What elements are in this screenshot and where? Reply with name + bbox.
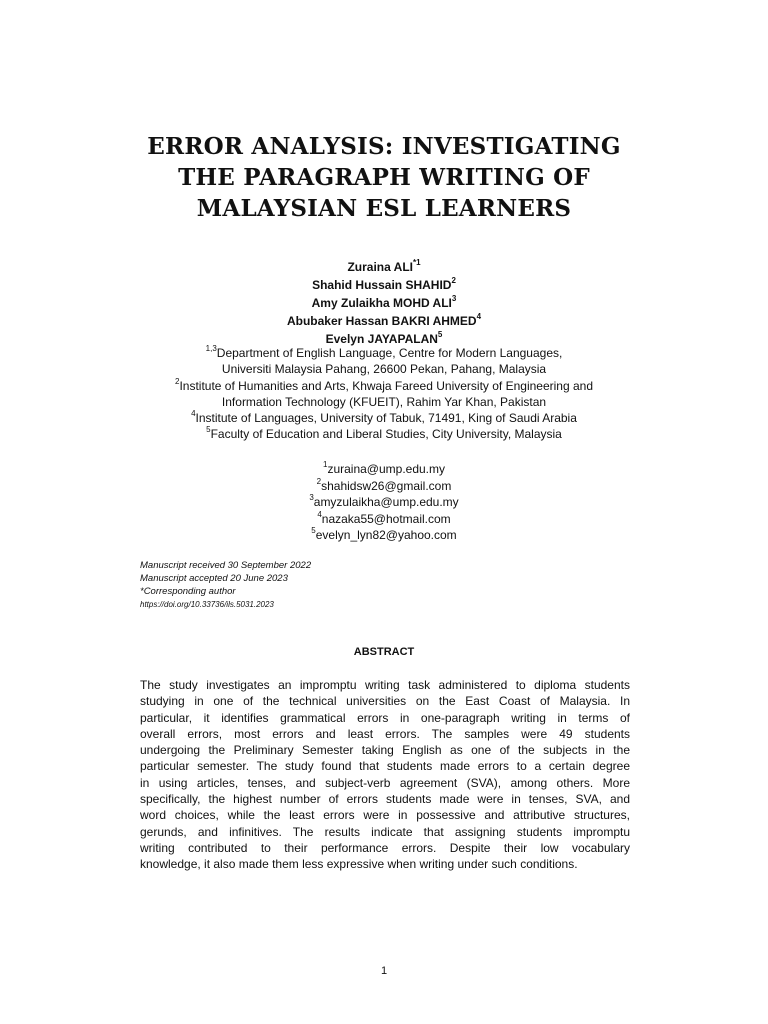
abstract-line: undergoing the Preliminary Semester taking English as one of the subjects in the <box>140 743 630 758</box>
accepted-date: Manuscript accepted 20 June 2023 <box>140 573 288 584</box>
email-address[interactable]: nazaka55@hotmail.com <box>321 511 451 526</box>
title-line: ERROR ANALYSIS: INVESTIGATING <box>147 133 621 160</box>
author-sup: 2 <box>451 276 456 285</box>
email-sup: 2 <box>316 476 322 486</box>
affiliation-line <box>110 361 658 377</box>
author-name: Abubaker Hassan BAKRI AHMED <box>286 314 477 328</box>
author-sup: *1 <box>413 258 421 267</box>
abstract-line: The study investigates an impromptu writing task administered to diploma students <box>140 678 630 692</box>
email-sup: 3 <box>309 493 314 502</box>
author-sup: 4 <box>476 312 482 321</box>
abstract-line: in using articles, tenses, and subject-verb agreement (SVA), among others. More <box>140 775 630 790</box>
author <box>134 276 634 294</box>
title-line: THE PARAGRAPH WRITING OF <box>178 164 590 191</box>
author-name: Amy Zulaikha MOHD ALI <box>311 296 452 310</box>
author-name: Shahid Hussain SHAHID <box>312 278 452 292</box>
author <box>134 312 634 330</box>
email-sup: 4 <box>317 509 322 519</box>
affiliation-line <box>110 378 658 394</box>
affiliation-text: Department of English Language, Centre for Modern Languages, <box>216 346 563 360</box>
abstract-line: specifically, the highest number of errors students made were in tenses, SVA, and <box>140 792 630 807</box>
doi-link[interactable]: https://doi.org/10.33736/ils.5031.2023 <box>140 600 274 609</box>
affiliation-line <box>110 426 658 442</box>
author <box>134 294 634 312</box>
abstract-line: writing contributed to their performance errors. Despite their low vocabulary <box>140 840 630 855</box>
abstract-line: knowledge, it also made them less expressive when writing under such conditions. <box>140 857 578 872</box>
abstract-line: word choices, while the least errors were in possessive and attributive structures, <box>140 808 630 823</box>
corresponding-note: *Corresponding author <box>140 586 236 597</box>
title-line: MALAYSIAN ESL LEARNERS <box>196 195 572 222</box>
received-date: Manuscript received 30 September 2022 <box>140 560 312 571</box>
affiliation-line <box>110 345 658 361</box>
affiliation-text: Institute of Languages, University of Tabuk, 71491, King of Saudi Arabia <box>195 411 577 426</box>
email-list <box>184 461 584 544</box>
affiliation-sup: 4 <box>191 409 196 419</box>
affiliation-line <box>110 410 658 426</box>
abstract-body <box>140 677 630 873</box>
manuscript-meta <box>140 559 540 611</box>
affiliation-text: Institute of Humanities and Arts, Khwaja Fareed University of Engineering and <box>179 378 593 393</box>
author-name: Zuraina ALI <box>347 260 413 274</box>
author-sup: 3 <box>451 294 457 303</box>
author-name: Evelyn JAYAPALAN <box>325 332 438 346</box>
email-line <box>184 461 584 478</box>
email-line <box>184 511 584 528</box>
email-line <box>184 494 584 511</box>
author <box>134 258 634 276</box>
abstract-line: overall errors, most errors and least errors. The samples were 49 students <box>140 726 630 741</box>
email-line <box>184 478 584 495</box>
email-address[interactable]: shahidsw26@gmail.com <box>321 478 452 493</box>
affiliation-text: Information Technology (KFUEIT), Rahim Yar Khan, Pakistan <box>221 394 547 409</box>
affiliation-text: Universiti Malaysia Pahang, 26600 Pekan, Pahang, Malaysia <box>221 362 547 377</box>
abstract-line: gerunds, and infinitives. The results indicate that assigning students impromptu <box>140 824 630 839</box>
email-sup: 5 <box>311 526 316 535</box>
paper-title <box>100 131 668 224</box>
author-list <box>134 258 634 348</box>
affiliation-list <box>110 345 658 443</box>
email-address[interactable]: zuraina@ump.edu.my <box>327 462 446 476</box>
abstract-line: particular, it identifies grammatical errors in one-paragraph writing in terms of <box>140 710 630 725</box>
abstract-line: studying in one of the technical universities on the East Coast of Malaysia. In <box>140 694 630 709</box>
author-sup: 5 <box>437 330 443 339</box>
affiliation-sup: 1,3 <box>205 344 217 353</box>
abstract-line: particular semester. The study found that students made errors to a certain degree <box>140 759 630 774</box>
affiliation-sup: 5 <box>206 425 211 435</box>
email-address[interactable]: amyzulaikha@ump.edu.my <box>313 495 459 509</box>
abstract-heading: ABSTRACT <box>353 646 415 658</box>
page-number: 1 <box>380 965 388 977</box>
email-sup: 1 <box>322 460 328 469</box>
affiliation-sup: 2 <box>174 376 180 386</box>
affiliation-text: Faculty of Education and Liberal Studies, City University, Malaysia <box>210 427 562 442</box>
email-line <box>184 527 584 544</box>
affiliation-line <box>110 394 658 410</box>
email-address[interactable]: evelyn_lyn82@yahoo.com <box>315 528 457 542</box>
